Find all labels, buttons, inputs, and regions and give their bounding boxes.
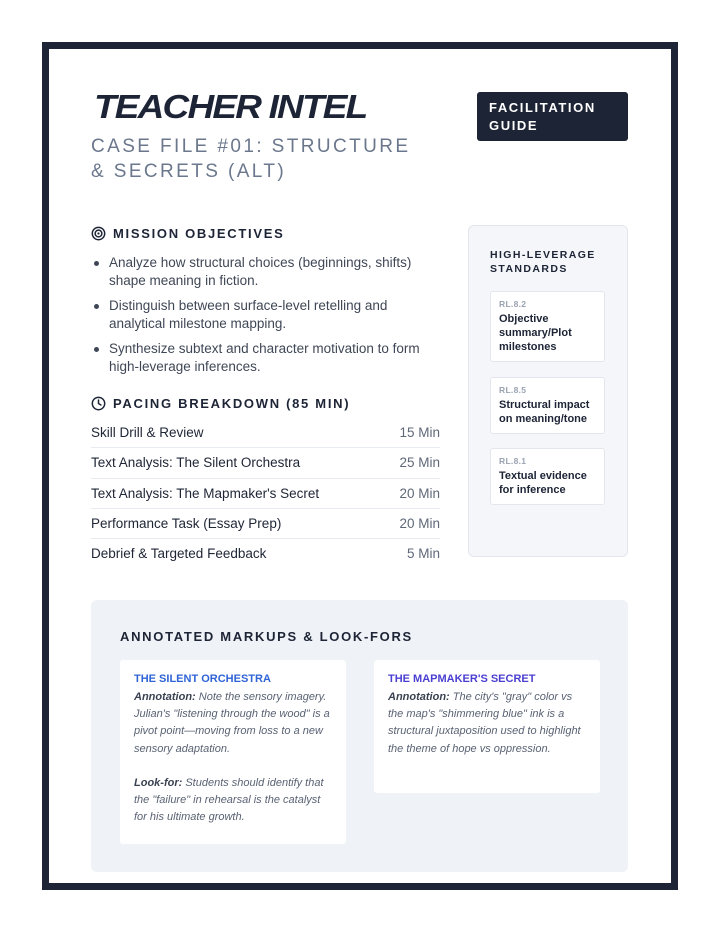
- activity-name: Debrief & Targeted Feedback: [91, 546, 267, 562]
- standards-panel: [468, 225, 628, 557]
- annotations-heading: ANNOTATED MARKUPS & LOOK-FORS: [120, 629, 413, 644]
- card-title: THE SILENT ORCHESTRA: [134, 673, 271, 685]
- mission-objectives-heading: [91, 226, 284, 241]
- activity-name: Text Analysis: The Mapmaker's Secret: [91, 485, 320, 501]
- annotation-paragraph: [134, 689, 332, 758]
- annotation-paragraph: [388, 689, 586, 758]
- list-item: [91, 297, 431, 332]
- table-row: [91, 509, 440, 539]
- annotation-label: Annotation:: [134, 691, 196, 703]
- annotation-card: [374, 660, 600, 793]
- lookfor-label: Look-for:: [134, 776, 183, 789]
- clock-icon: [91, 396, 106, 411]
- standard-code: RL.8.5: [499, 385, 527, 395]
- pacing-table: [91, 418, 440, 568]
- lookfor-text: Students should identify that the "failure" in rehearsal is the catalyst for his ultimate growth.: [134, 776, 324, 824]
- bullet: [94, 347, 99, 352]
- bullet: [94, 261, 99, 266]
- annotations-panel: [91, 600, 628, 872]
- standard-code: RL.8.2: [499, 299, 527, 309]
- lookfor-paragraph: [134, 775, 332, 827]
- section-label: PACING BREAKDOWN (85 MIN): [113, 396, 351, 411]
- standard-card: [490, 448, 605, 505]
- standard-description: Structural impact on meaning/tone: [499, 399, 590, 425]
- activity-time: 5 Min: [406, 546, 440, 562]
- standard-code: RL.8.1: [499, 456, 527, 466]
- target-icon: [91, 226, 106, 241]
- list-item: [91, 254, 431, 289]
- standard-card: [490, 377, 605, 434]
- objectives-list: [91, 254, 431, 383]
- bullet: [94, 304, 99, 309]
- annotation-text: Note the sensory imagery. Julian's "listening through the wood" is a pivot point—moving from loss to a new sensory adaptation.: [134, 691, 330, 755]
- objective-text: Synthesize subtext and character motivation to form high-leverage inferences.: [109, 341, 420, 374]
- activity-time: 20 Min: [399, 516, 440, 532]
- standard-description: Textual evidence for inference: [499, 470, 587, 496]
- activity-time: 20 Min: [399, 485, 440, 501]
- objective-text: Analyze how structural choices (beginnings, shifts) shape meaning in fiction.: [109, 255, 412, 288]
- section-label: MISSION OBJECTIVES: [113, 226, 285, 241]
- standard-description: Objective summary/Plot milestones: [499, 313, 572, 353]
- table-row: [91, 418, 440, 448]
- card-title: THE MAPMAKER'S SECRET: [388, 673, 536, 685]
- list-item: [91, 340, 431, 375]
- table-row: [91, 539, 440, 568]
- table-row: [91, 448, 440, 478]
- activity-time: 15 Min: [399, 425, 440, 441]
- pacing-breakdown-heading: [91, 396, 350, 411]
- standard-card: [490, 291, 605, 362]
- activity-time: 25 Min: [399, 455, 440, 471]
- annotation-text: The city's "gray" color vs the map's "shimmering blue" ink is a structural juxtaposition used to highlight the theme of hope vs oppression.: [388, 691, 581, 755]
- brand-title: TEACHER INTEL: [94, 88, 367, 125]
- facilitation-guide-badge: FACILITATION GUIDE: [477, 92, 628, 141]
- activity-name: Skill Drill & Review: [91, 425, 204, 441]
- annotation-label: Annotation:: [388, 691, 450, 703]
- case-file-title: CASE FILE #01: STRUCTURE & SECRETS (ALT): [91, 136, 411, 182]
- activity-name: Text Analysis: The Silent Orchestra: [91, 455, 301, 471]
- standards-heading: HIGH-LEVERAGE STANDARDS: [490, 249, 596, 275]
- objective-text: Distinguish between surface-level retelling and analytical milestone mapping.: [109, 298, 388, 331]
- annotation-card: [120, 660, 346, 844]
- table-row: [91, 479, 440, 509]
- activity-name: Performance Task (Essay Prep): [91, 516, 282, 532]
